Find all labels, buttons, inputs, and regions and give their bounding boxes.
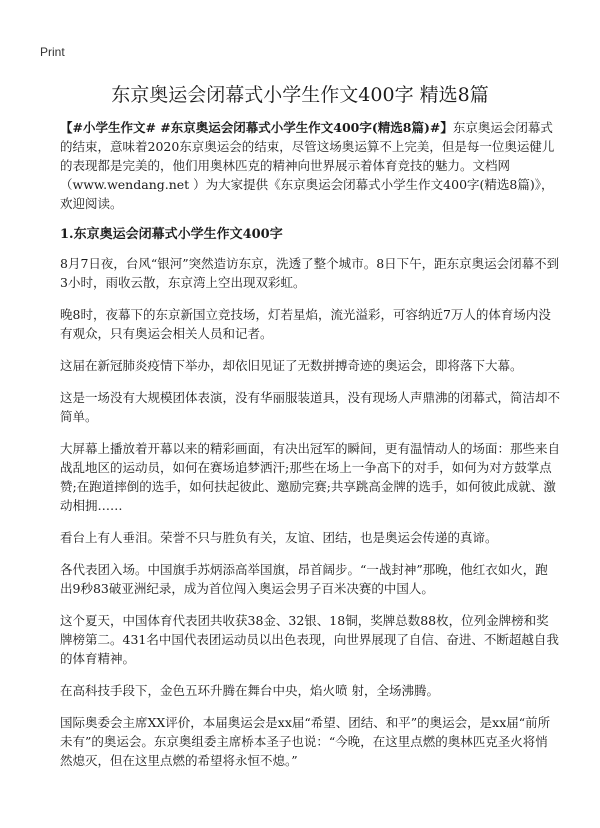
paragraph: 国际奥委会主席XX评价，本届奥运会是xx届“希望、团结、和平”的奥运会，是xx届“前所未有”的奥运会。东京奥组委主席桥本圣子也说：“今晚，在这里点燃的奥林匹克圣火将悄然熄灭，但在这里点燃的希望将永恒不熄。” <box>60 715 551 768</box>
paragraph: 晚8时，夜幕下的东京新国立竞技场，灯若星焰，流光溢彩，可容纳近7万人的体育场内没有观众，只有奥运会相关人员和记者。 <box>60 307 551 341</box>
intro-paragraph <box>60 118 560 213</box>
page-title: 东京奥运会闭幕式小学生作文400字 精选8篇 <box>111 84 489 106</box>
intro-text: 东京奥运会闭幕式的结束，意味着2020东京奥运会的结束，尽管这场奥运算不上完美，但是每一位奥运健儿的表现都是完美的，他们用奥林匹克的精神向世界展示着体育竞技的魅力。文档网（www.wendang.net ）为大家提供《东京奥运会闭幕式小学生作文400字(精选8篇)》，欢迎阅读。 <box>60 120 555 211</box>
print-link[interactable]: Print <box>40 45 65 59</box>
section-heading: 1.东京奥运会闭幕式小学生作文400字 <box>60 227 283 242</box>
paragraph: 这个夏天，中国体育代表团共收获38金、32银、18铜，奖牌总数88枚，位列金牌榜和奖牌榜第二。431名中国代表团运动员以出色表现，向世界展现了自信、奋进、不断超越自我的体育精神。 <box>60 613 559 666</box>
article-body <box>60 118 560 783</box>
paragraph: 大屏幕上播放着开幕以来的精彩画面，有决出冠军的瞬间，更有温情动人的场面：那些来自战乱地区的运动员，如何在赛场追梦洒汗;那些在场上一争高下的对手，如何为对方鼓掌点赞;在跑道摔倒的选手，如何扶起彼此、邀励完赛;共享跳高金牌的选手，如何彼此成就、激动相拥…… <box>60 441 561 513</box>
intro-tags: 【#小学生作文# #东京奥运会闭幕式小学生作文400字(精选8篇)#】 <box>60 120 453 135</box>
paragraph: 8月7日夜，台风“银河”突然造访东京，洗透了整个城市。8日下午，距东京奥运会闭幕不到3小时，雨收云散，东京湾上空出现双彩虹。 <box>60 256 560 290</box>
paragraph: 在高科技手段下，金色五环升腾在舞台中央，焰火喷 射，全场沸腾。 <box>60 683 439 698</box>
paragraph: 看台上有人垂泪。荣誉不只与胜负有关，友谊、团结，也是奥运会传递的真谛。 <box>60 530 498 545</box>
paragraph: 各代表团入场。中国旗手苏炳添高举国旗，昂首阔步。“一战封神”那晚，他红衣如火，跑出9秒83破亚洲纪录，成为首位闯入奥运会男子百米决赛的中国人。 <box>60 562 548 596</box>
paragraph: 这是一场没有大规模团体表演，没有华丽服装道具，没有现场人声鼎沸的闭幕式，简洁却不简单。 <box>60 390 561 424</box>
paragraph: 这届在新冠肺炎疫情下举办，却依旧见证了无数拼搏奇迹的奥运会，即将落下大幕。 <box>60 358 523 373</box>
